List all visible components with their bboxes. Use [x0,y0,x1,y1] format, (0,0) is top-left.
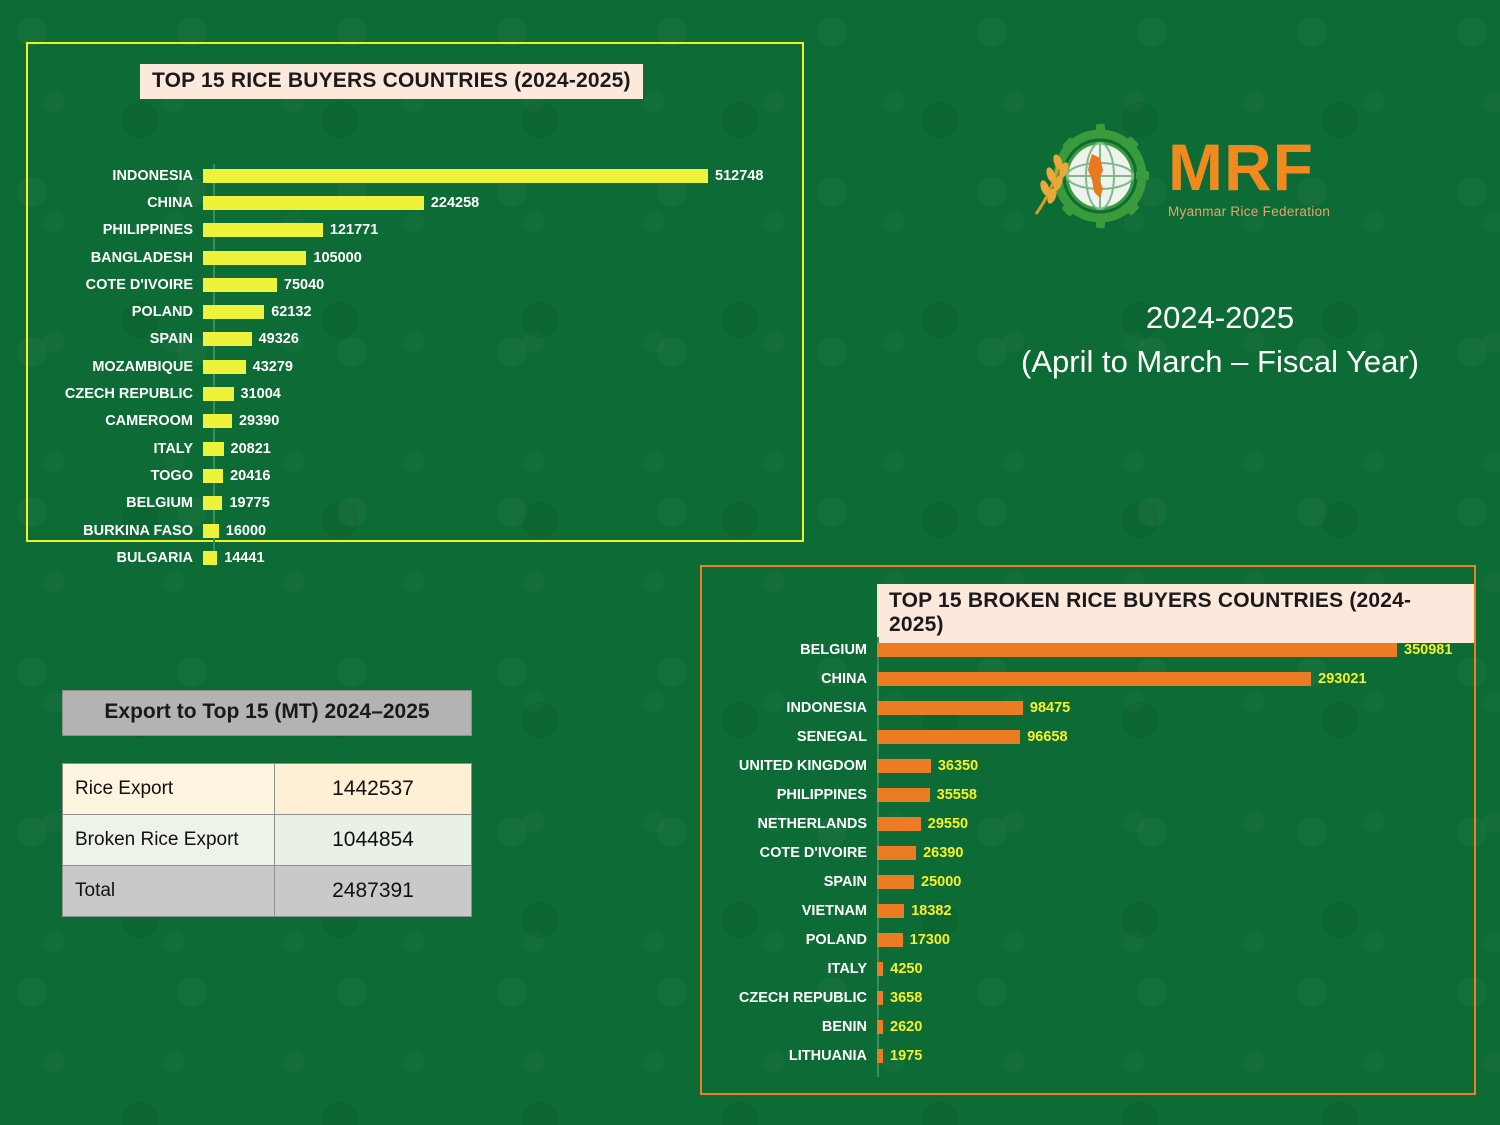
chart-value-label: 121771 [329,222,379,239]
mrf-logo-subtitle: Myanmar Rice Federation [1168,203,1331,219]
summary-row-label: Total [63,866,275,917]
chart-bar-wrap [877,787,977,803]
chart-value-label: 17300 [909,931,950,948]
chart-category-label: UNITED KINGDOM [738,757,867,774]
chart-category-label: POLAND [131,304,193,321]
chart-bar [877,962,883,976]
chart-bar-wrap [203,168,763,184]
chart-bar [203,496,222,510]
chart-category-label: SPAIN [823,873,867,890]
chart-value-label: 43279 [252,358,293,375]
chart-category-label: COTE D'IVOIRE [759,844,867,861]
chart-bar-wrap [203,468,270,484]
rice-chart-title-wrap [140,64,643,99]
chart-bar-row [48,189,763,216]
chart-bar [203,442,224,456]
chart-bar-row [712,1041,1452,1070]
chart-bar-row [48,217,763,244]
chart-bar [203,223,323,237]
chart-category-label: LITHUANIA [788,1047,867,1064]
chart-category-label: CHINA [147,194,193,211]
table-row [63,815,472,866]
chart-bar [203,251,306,265]
chart-bar-wrap [203,359,293,375]
chart-category-label: NETHERLANDS [757,815,867,832]
chart-category-label: PHILIPPINES [776,786,867,803]
chart-value-label: 36350 [937,757,979,774]
chart-bar-wrap [877,1048,922,1064]
chart-value-label: 29390 [238,413,280,430]
rice-chart-title: TOP 15 RICE BUYERS COUNTRIES (2024-2025) [140,64,643,99]
chart-value-label: 350981 [1404,641,1453,658]
globe-gear-wheat-icon [1030,122,1154,230]
chart-bar-row [712,896,1452,925]
summary-row-value: 1044854 [275,815,472,866]
chart-value-label: 1975 [890,1047,923,1064]
chart-bar [877,991,883,1005]
chart-category-label: TOGO [150,467,193,484]
chart-bar-row [48,162,763,189]
chart-bar [203,469,223,483]
summary-row-value: 1442537 [275,764,472,815]
chart-bar-row [48,380,763,407]
chart-bar-row [712,635,1452,664]
chart-value-label: 20821 [230,440,271,457]
chart-category-label: INDONESIA [112,167,193,184]
chart-bar-row [712,838,1452,867]
chart-bar-wrap [877,729,1068,745]
chart-category-label: BULGARIA [116,549,193,566]
chart-bar-wrap [203,195,479,211]
chart-bar-wrap [877,903,952,919]
chart-value-label: 105000 [313,249,362,266]
chart-bar-wrap [877,816,968,832]
chart-category-label: CAMEROOM [105,413,193,430]
chart-value-label: 96658 [1027,728,1068,745]
chart-bar-wrap [203,386,281,402]
chart-bar-wrap [203,304,312,320]
chart-bar-wrap [877,990,922,1006]
chart-bar-wrap [203,550,265,566]
chart-value-label: 62132 [271,304,312,321]
chart-category-label: PHILIPPINES [102,222,193,239]
broken-chart-rows [712,635,1452,1070]
chart-bar [877,1049,883,1063]
chart-bar-row [48,271,763,298]
chart-bar [877,672,1311,686]
table-row [63,764,472,815]
chart-category-label: SPAIN [149,331,193,348]
chart-bar-row [48,435,763,462]
chart-bar-wrap [203,277,324,293]
chart-category-label: BENIN [821,1018,867,1035]
summary-row-label: Broken Rice Export [63,815,275,866]
chart-bar-row [712,780,1452,809]
chart-bar-row [712,722,1452,751]
chart-bar [877,817,921,831]
chart-value-label: 512748 [715,167,764,184]
chart-value-label: 16000 [225,522,267,539]
summary-row-value: 2487391 [275,866,472,917]
chart-bar-wrap [877,700,1070,716]
summary-table-title: Export to Top 15 (MT) 2024–2025 [62,690,472,736]
chart-bar-wrap [203,441,271,457]
chart-value-label: 19775 [229,495,270,512]
chart-bar-wrap [203,413,279,429]
mrf-logo-text [1168,129,1331,219]
chart-bar [877,643,1397,657]
chart-bar-wrap [203,495,270,511]
mrf-logo-mark-icon [1030,122,1154,230]
chart-bar-wrap [877,845,963,861]
chart-value-label: 35558 [936,786,977,803]
chart-category-label: CHINA [821,670,867,687]
chart-value-label: 75040 [283,276,325,293]
fiscal-year-block [980,296,1460,384]
chart-category-label: CZECH REPUBLIC [64,386,193,403]
mrf-logo [1030,122,1460,230]
chart-value-label: 224258 [430,194,480,211]
chart-bar-wrap [877,758,978,774]
chart-bar [203,305,264,319]
chart-bar-row [712,925,1452,954]
chart-category-label: ITALY [153,440,193,457]
chart-bar-row [48,408,763,435]
chart-bar-wrap [203,222,378,238]
chart-bar [877,701,1023,715]
chart-bar-row [48,462,763,489]
chart-bar [203,360,246,374]
summary-table-body [63,764,472,917]
chart-bar-row [712,809,1452,838]
fiscal-year-line1: 2024-2025 [1145,300,1295,335]
table-row [63,866,472,917]
chart-bar-wrap [877,1019,922,1035]
broken-rice-buyers-chart-panel [700,565,1476,1095]
fiscal-year-line2: (April to March – Fiscal Year) [1021,344,1419,380]
chart-category-label: SENEGAL [796,728,867,745]
chart-bar-wrap [203,331,299,347]
chart-value-label: 3658 [890,989,923,1006]
chart-bar [203,332,252,346]
summary-table [62,763,472,917]
chart-bar [203,278,277,292]
chart-category-label: POLAND [805,931,867,948]
chart-bar-row [712,983,1452,1012]
chart-bar [877,759,931,773]
chart-value-label: 31004 [240,386,281,403]
chart-value-label: 14441 [224,549,265,566]
chart-value-label: 2620 [890,1018,923,1035]
chart-bar-row [712,954,1452,983]
chart-bar-wrap [203,523,266,539]
chart-bar-row [712,867,1452,896]
chart-value-label: 20416 [230,467,271,484]
chart-category-label: BELGIUM [800,641,867,658]
chart-bar [877,875,914,889]
chart-value-label: 26390 [923,844,964,861]
chart-bar-row [48,544,763,571]
chart-bar-wrap [877,671,1367,687]
chart-bar-row [48,244,763,271]
chart-bar [203,169,708,183]
chart-bar [203,551,217,565]
chart-bar-wrap [877,642,1452,658]
chart-category-label: VIETNAM [801,902,867,919]
chart-bar [203,387,234,401]
chart-category-label: BURKINA FASO [83,522,193,539]
chart-category-label: COTE D'IVOIRE [85,276,193,293]
chart-value-label: 18382 [911,902,952,919]
rice-chart-rows [48,162,763,571]
chart-bar [877,1020,883,1034]
chart-bar-wrap [877,961,923,977]
chart-value-label: 293021 [1318,670,1367,687]
chart-category-label: BANGLADESH [90,249,193,266]
chart-bar [877,904,904,918]
chart-bar [203,524,219,538]
summary-row-label: Rice Export [63,764,275,815]
chart-value-label: 25000 [921,873,962,890]
chart-bar [877,788,930,802]
chart-bar-row [712,1012,1452,1041]
chart-bar [203,196,424,210]
chart-bar [203,414,232,428]
chart-bar-row [712,664,1452,693]
chart-value-label: 49326 [258,331,299,348]
chart-bar-wrap [203,250,362,266]
chart-bar [877,846,916,860]
chart-category-label: INDONESIA [786,699,867,716]
chart-category-label: ITALY [827,960,867,977]
chart-category-label: CZECH REPUBLIC [738,989,867,1006]
chart-bar-row [712,693,1452,722]
chart-bar-row [48,326,763,353]
chart-value-label: 29550 [927,815,969,832]
chart-bar [877,933,903,947]
chart-bar-row [48,517,763,544]
chart-bar-row [48,298,763,325]
chart-value-label: 4250 [890,960,923,977]
chart-category-label: BELGIUM [126,495,193,512]
chart-bar [877,730,1020,744]
chart-bar-row [48,353,763,380]
chart-bar-wrap [877,874,961,890]
rice-buyers-chart-panel [26,42,804,566]
chart-bar-row [48,490,763,517]
chart-value-label: 98475 [1029,699,1071,716]
mrf-logo-name: MRF [1168,129,1314,204]
chart-bar-row [712,751,1452,780]
broken-chart-title: TOP 15 BROKEN RICE BUYERS COUNTRIES (2024-2025) [877,584,1474,643]
chart-bar-wrap [877,932,950,948]
chart-category-label: MOZAMBIQUE [92,358,193,375]
